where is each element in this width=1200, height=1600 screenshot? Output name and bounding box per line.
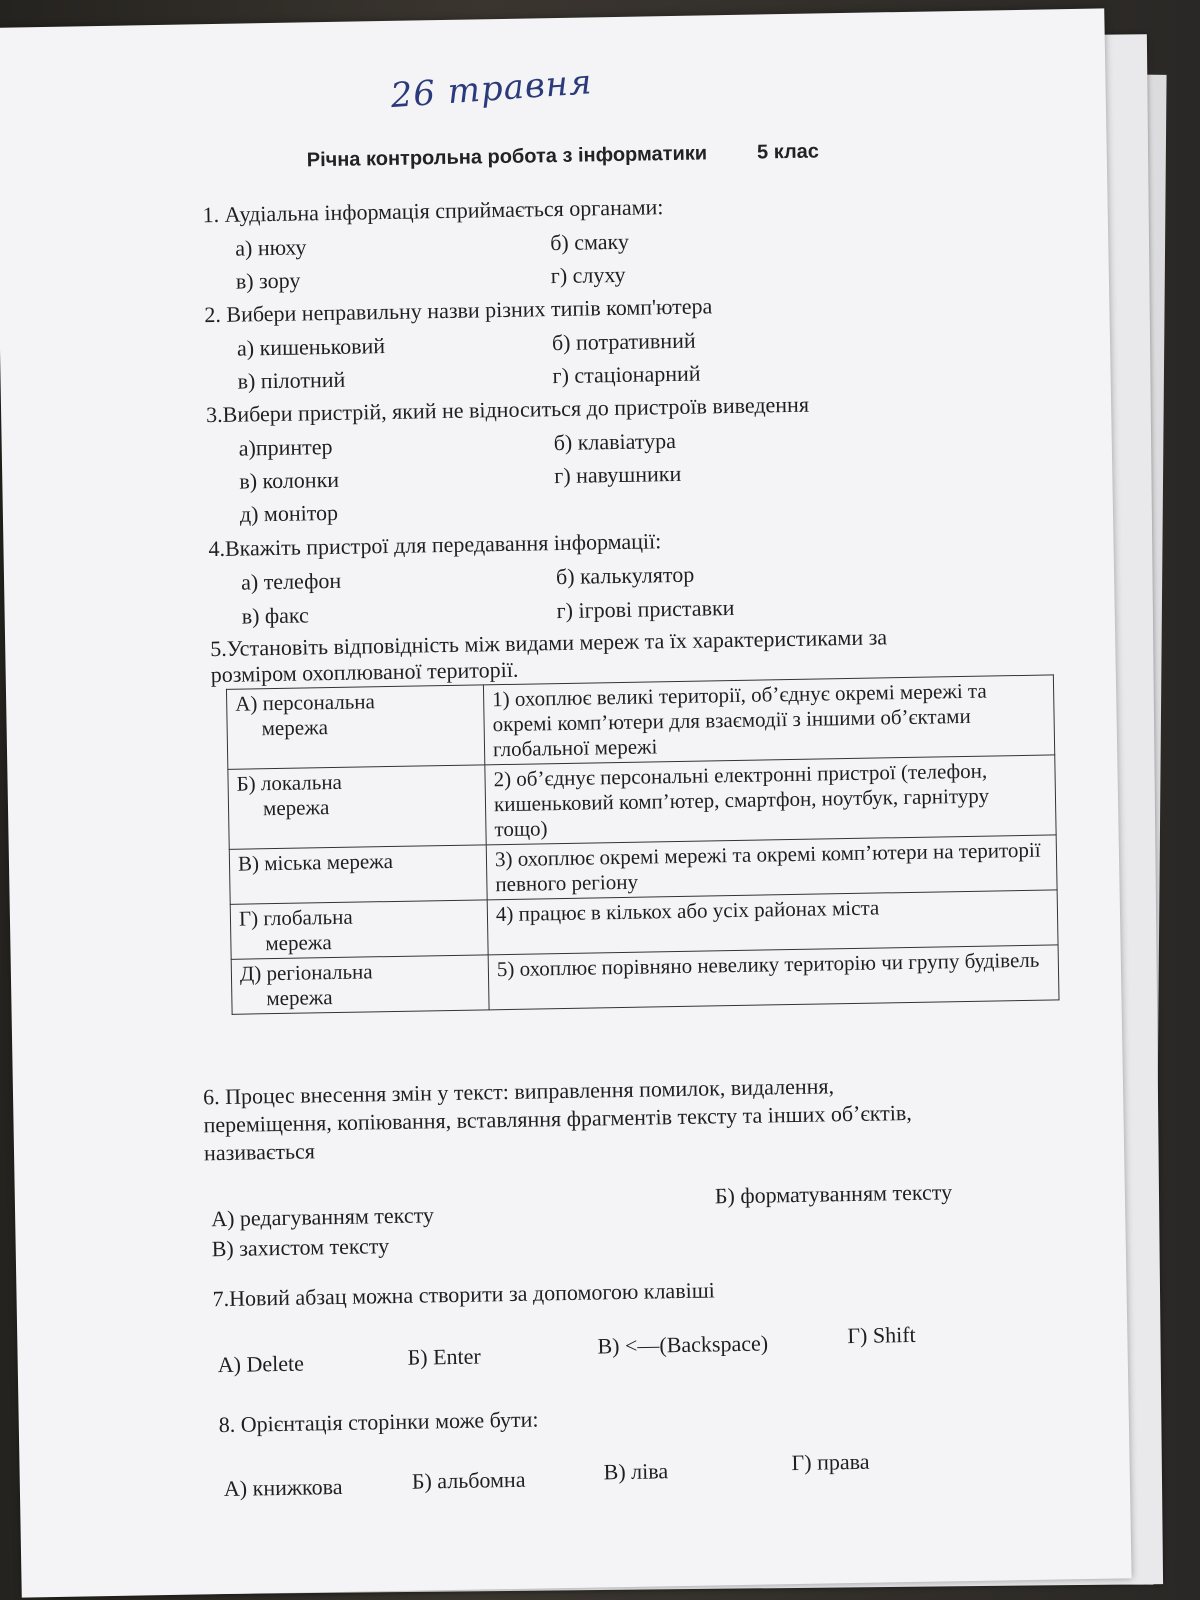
- q6-option-v: В) захистом тексту: [211, 1233, 390, 1262]
- table-cell-right: 2) об’єднує персональні електронні пристрої (телефон, кишеньковий комп’ютер, смартфон, ноутбук, гарнітуру тощо): [485, 755, 1056, 845]
- q3-option-g: г) навушники: [554, 460, 682, 489]
- test-sheet: [0, 8, 1132, 1597]
- q3-option-d: д) монітор: [239, 499, 339, 527]
- grade-label: 5 клас: [756, 140, 820, 164]
- q1-option-a: а) нюху: [235, 234, 307, 261]
- q8-option-a: А) книжкова: [223, 1473, 343, 1502]
- title-text: Річна контрольна робота з інформатики: [306, 142, 708, 172]
- q6-option-b: Б) форматуванням тексту: [714, 1179, 953, 1209]
- network-match-table: [226, 674, 1060, 1014]
- table-cell-right: 5) охоплює порівняно невелику територію чи групу будівель: [488, 945, 1059, 1010]
- q6-option-a: А) редагуванням тексту: [210, 1202, 435, 1232]
- q4-option-v: в) факс: [241, 602, 310, 629]
- q8-option-b: Б) альбомна: [411, 1466, 526, 1494]
- q2-option-g: г) стаціонарний: [552, 360, 701, 389]
- q8-option-g: Г) права: [791, 1448, 870, 1476]
- q7-option-b: Б) Enter: [407, 1343, 481, 1370]
- q3-option-v: в) колонки: [239, 466, 340, 494]
- question-5-line-2: розміром охоплюваної території.: [210, 656, 519, 688]
- q2-option-b: б) потративний: [551, 327, 696, 356]
- question-1: 1. Аудіальна інформація сприймається органами:: [202, 194, 664, 228]
- q1-option-b: б) смаку: [550, 228, 630, 256]
- q8-option-v: В) ліва: [603, 1458, 669, 1485]
- table-cell-left: Б) локальна мережа: [228, 765, 486, 849]
- question-6-line-3: називається: [203, 1138, 316, 1166]
- q1-option-v: в) зору: [235, 267, 301, 294]
- q7-option-g: Г) Shift: [847, 1321, 916, 1349]
- q4-option-a: а) телефон: [240, 567, 342, 595]
- question-6-line-1: 6. Процес внесення змін у текст: виправлення помилок, видалення,: [202, 1073, 835, 1110]
- table-cell-left: Г) глобальна мережа: [230, 900, 488, 959]
- q3-option-b: б) клавіатура: [553, 427, 677, 456]
- question-4: 4.Вкажіть пристрої для передавання інформації:: [208, 528, 662, 562]
- q7-option-a: А) Delete: [217, 1350, 305, 1378]
- q4-option-g: г) ігрові приставки: [556, 594, 735, 624]
- question-6-line-2: переміщення, копіювання, вставляння фрагментів тексту та інших об’єктів,: [203, 1099, 913, 1138]
- table-cell-left: В) міська мережа: [229, 845, 487, 904]
- q2-option-a: а) кишеньковий: [236, 333, 386, 361]
- table-cell-right: 3) охоплює окремі мережі та окремі комп’ютери на території певного регіону: [486, 835, 1057, 900]
- page-title: [307, 140, 820, 172]
- question-3: 3.Вибери пристрій, який не відноситься до пристроїв виведення: [205, 391, 810, 428]
- q4-option-b: б) калькулятор: [555, 561, 695, 590]
- q2-option-v: в) пілотний: [237, 366, 346, 394]
- q1-option-g: г) слуху: [550, 261, 626, 289]
- handwritten-date: 26 травня: [389, 62, 594, 117]
- table-row: [226, 675, 1054, 769]
- question-7: 7.Новий абзац можна створити за допомогою клавіші: [212, 1277, 715, 1312]
- question-2: 2. Вибери неправильну назви різних типів комп'ютера: [204, 293, 713, 328]
- table-cell-right: 4) працює в кількох або усіх районах міста: [487, 890, 1058, 955]
- q7-option-v: В) <—(Backspace): [597, 1330, 769, 1359]
- table-cell-left: Д) регіональна мережа: [231, 955, 489, 1014]
- question-8: 8. Орієнтація сторінки може бути:: [218, 1406, 539, 1438]
- table-cell-right: 1) охоплює великі території, об’єднує окремі мережі та окремі комп’ютери для взаємодії з іншими об’єктами глобальної мережі: [483, 675, 1054, 765]
- table-cell-left: А) персональна мережа: [226, 685, 484, 769]
- question-5-line-1: 5.Установіть відповідність між видами мереж та їх характеристиками за: [210, 624, 888, 662]
- table-row: [228, 755, 1056, 849]
- q3-option-a: а)принтер: [238, 433, 333, 461]
